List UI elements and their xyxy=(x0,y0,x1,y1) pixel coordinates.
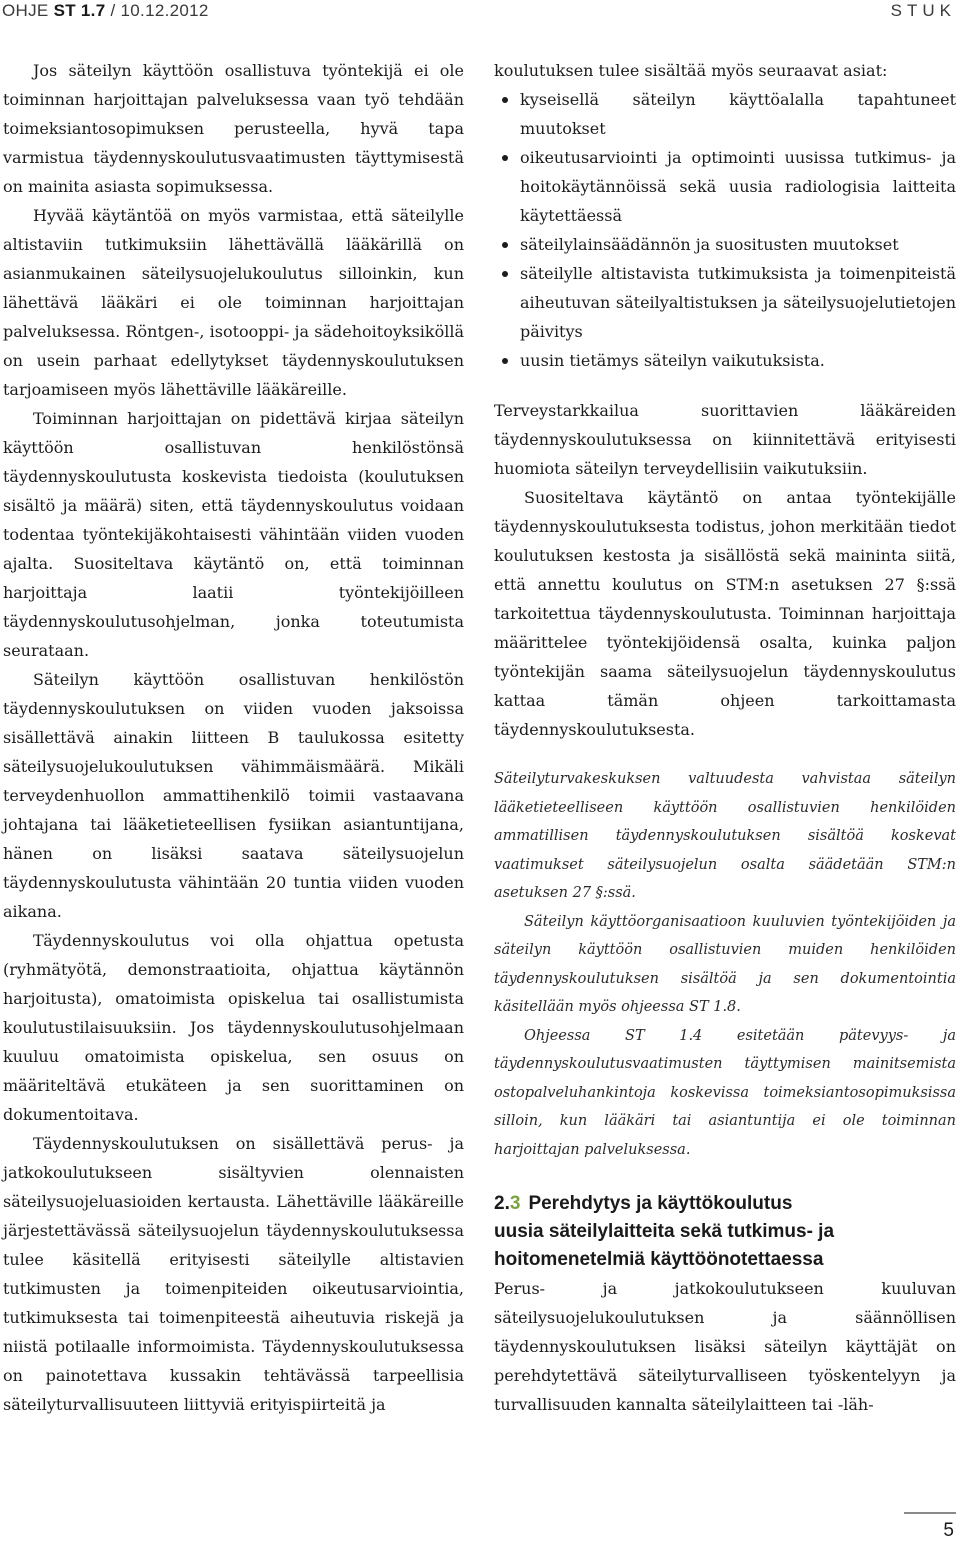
italic-notes xyxy=(494,765,956,1164)
guide-id: ST 1.7 xyxy=(53,1,106,20)
left-column xyxy=(3,56,464,1419)
right-column xyxy=(494,56,956,1419)
guide-reference xyxy=(2,1,209,21)
note-paragraph: Säteilyturvakeskuksen valtuudesta vahvistaa säteilyn lääketieteelliseen käyttöön osallistuvien henkilöiden ammatillisen täydennyskoulutuksen sisältöä koskevat vaatimukset säteilysuojelun osalta säädetään STM:n asetuksen 27 §:ssä. xyxy=(494,771,956,901)
paragraph: Täydennyskoulutus voi olla ohjattua opetusta (ryhmätyötä, demonstraatioita, ohjattua käytännön harjoitusta), omatoimista opiskelua tai osallistumista koulutustilaisuuksiin. Jos täydennyskoulutusohjelmaan kuuluu omatoimista opiskelua, sen osuus on määriteltävä etukäteen ja sen suorittaminen on dokumentoitava. xyxy=(3,931,464,1124)
paragraph: Täydennyskoulutuksen on sisällettävä perus- ja jatkokoulutukseen sisältyvien olennaisten säteilysuojeluasioiden kertausta. Lähettäville lääkäreille järjestettävässä säteilysuojelun täydennyskoulutuksessa tulee käsitellä erityisesti säteilylle altistavien tutkimusten ja toimenpiteiden oikeutusarviointia, tutkimuksesta tai toimenpiteestä aiheutuvia riskejä ja niistä potilaalle informoimista. Täydennyskoulutuksessa on painotettava kussakin tehtävässä tarpeellisia säteilyturvallisuuteen liittyviä erityispiirteitä ja xyxy=(3,1134,464,1414)
note-paragraph: Ohjeessa ST 1.4 esitetään pätevyys- ja täydennyskoulutusvaatimusten täyttymisen mainitsemista ostopalveluhankintoja koskevissa toimeksiantosopimuksissa silloin, kun lääkäri tai asiantuntija ei ole toiminnan harjoittajan palveluksessa. xyxy=(494,1027,956,1158)
list-item: oikeutusarviointi ja optimointi uusissa tutkimus- ja hoitokäytännöissä sekä uusia radiologisia laitteita käytettäessä xyxy=(494,143,956,230)
section-title-line: uusia säteilylaitteita sekä tutkimus- ja xyxy=(494,1221,835,1242)
content-bullet-list xyxy=(494,85,956,375)
paragraph: Perus- ja jatkokoulutukseen kuuluvan säteilysuojelukoulutuksen ja säännöllisen täydennyskoulutuksen lisäksi säteilyn käyttäjät on perehdytettävä säteilyturvalliseen työskentelyyn ja turvallisuuden kannalta säteilylaitteen tai -läh- xyxy=(494,1279,956,1414)
list-item: säteilylainsäädännön ja suositusten muutokset xyxy=(494,230,956,259)
note-paragraph: Säteilyn käyttöorganisaatioon kuuluvien työntekijöiden ja säteilyn käyttöön osallistuvien muiden henkilöiden täydennyskoulutuksen sisältöä ja sen dokumentointia käsitellään myös ohjeessa ST 1.8. xyxy=(494,913,956,1015)
section-title-line: hoitomenetelmiä käyttöönotettaessa xyxy=(494,1249,824,1270)
page-header xyxy=(0,0,960,22)
paragraph: Terveystarkkailua suorittavien lääkäreiden täydennyskoulutuksessa on kiinnitettävä erityisesti huomiota säteilyn terveydellisiin vaikutuksiin. xyxy=(494,401,956,478)
organization-name: STUK xyxy=(890,1,956,20)
guide-date: / 10.12.2012 xyxy=(110,1,209,20)
doc-label: OHJE xyxy=(2,1,49,20)
paragraph: Hyvää käytäntöä on myös varmistaa, että säteilylle altistaviin tutkimuksiin lähettävällä lääkärillä on asianmukainen säteilysuojelukoulutus silloinkin, kun lähettävä lääkäri ei ole toiminnan harjoittajan palveluksessa. Röntgen-, isotooppi- ja sädehoitoyksiköllä on usein parhaat edellytykset täydennyskoulutuksen tarjoamiseen myös lähettäville lääkäreille. xyxy=(3,206,464,399)
paragraph: Jos säteilyn käyttöön osallistuva työntekijä ei ole toiminnan harjoittajan palveluksessa vaan työ tehdään toimeksiantosopimuksen perusteella, hyvä tapa varmistua täydennyskoulutusvaatimusten täyttymisestä on mainita asiasta sopimuksessa. xyxy=(3,61,464,196)
page-number: 5 xyxy=(943,1520,954,1541)
list-item: uusin tietämys säteilyn vaikutuksista. xyxy=(494,346,956,375)
list-item: säteilylle altistavista tutkimuksista ja toimenpiteistä aiheutuvan säteilyaltistuksen ja säteilysuojelutietojen päivitys xyxy=(494,259,956,346)
section-heading xyxy=(494,1190,956,1274)
section-title-line: Perehdytys ja käyttökoulutus xyxy=(528,1193,793,1214)
list-intro: koulutuksen tulee sisältää myös seuraavat asiat: xyxy=(494,61,888,80)
list-item: kyseisellä säteilyn käyttöalalla tapahtuneet muutokset xyxy=(494,85,956,143)
paragraph: Suositeltava käytäntö on antaa työntekijälle täydennyskoulutuksesta todistus, johon merkitään tiedot koulutuksen kestosta ja sisällöstä sekä maininta siitä, että annettu koulutus on STM:n asetuksen 27 §:ssä tarkoitettua täydennyskoulutusta. Toiminnan harjoittaja määrittelee työntekijöidensä osalta, kuinka paljon työntekijän saama säteilysuojelun täydennyskoulutus kattaa tämän ohjeen tarkoittamasta täydennyskoulutuksesta. xyxy=(494,488,956,739)
section-number: 2.3 xyxy=(494,1193,521,1214)
footer-rule xyxy=(904,1512,956,1514)
paragraph: Säteilyn käyttöön osallistuvan henkilöstön täydennyskoulutuksen on viiden vuoden jaksoissa sisällettävä ainakin liitteen B taulukossa esitetty säteilysuojelukoulutuksen vähimmäismäärä. Mikäli terveydenhuollon ammattihenkilö toimii vastaavana johtajana tai lääketieteellisen fysiikan asiantuntijana, hänen on lisäksi saatava säteilysuojelun täydennyskoulutusta vähintään 20 tuntia viiden vuoden aikana. xyxy=(3,670,464,921)
paragraph: Toiminnan harjoittajan on pidettävä kirjaa säteilyn käyttöön osallistuvan henkilöstönsä täydennyskoulutusta koskevista tiedoista (koulutuksen sisältö ja määrä) siten, että täydennyskoulutus voidaan todentaa työntekijäkohtaisesti vähintään viiden vuoden ajalta. Suositeltava käytäntö on, että toiminnan harjoittaja laatii työntekijöilleen täydennyskoulutusohjelman, jonka toteutumista seurataan. xyxy=(3,409,464,660)
